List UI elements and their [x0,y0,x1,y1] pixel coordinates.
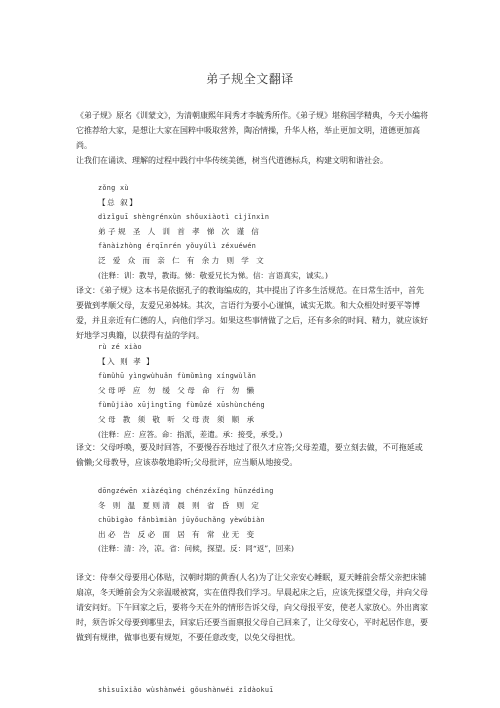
section-filial-piety [76,340,428,442]
verse-pinyin: shìsuīxiǎo wùshànwéi gǒushànwéi zǐdàokuī [98,686,274,694]
section2-head-pinyin: rù zé xiào [98,343,142,351]
section2-translation-block-2 [76,570,428,645]
verse-note: (注释：训：教导，教诲。悌：敬爱兄长为悌。信：言语真实，诚实。) [98,270,328,280]
translation-paragraph: 译文：父母呼唤，要及时回答，不要慢吞吞地过了很久才应答;父母差遣，要立刻去做，不可拖延或偷懒;父母教导，应该恭敬地聆听;父母批评，应当顺从地接受。 [76,443,423,467]
verse-text: 冬 则 温 夏则清 晨 则 省 昏 则 定 [98,500,262,510]
verse-text: 父母呼 应 勿 缓 父母 命 行 勿 懒 [98,385,257,395]
section2-verse-block-2 [76,484,428,557]
section1-head-pinyin: zǒng xù [98,184,129,192]
verse-pinyin: fànàizhòng érqīnrén yǒuyúlì zéxuéwén [98,242,257,251]
intro-block [76,108,428,168]
verse-note: (注释：清：冷，凉。省：问候，探望。反：同“返”，回来) [98,544,294,554]
section2-heading: 【入 则 孝 】 [98,356,156,366]
translation-paragraph: 译文：侍奉父母要用心体贴，汉朝时期的黄香(人名)为了让父亲安心睡眠，夏天睡前会帮父亲把床铺扇凉，冬天睡前会为父亲温暖被窝，实在值得我们学习。早晨起床之后，应该先探望父母，并向父母请安问好。下午回家之后，要将今天在外的情形告诉父母，向父母报平安，使老人家放心。外出离家时，须告诉父母要到哪里去，回家后还要当面禀报父母自己回来了，让父母安心，平时起居作息，要做到有规律，做事也要有规矩，不要任意改变，以免父母担忧。 [76,573,428,642]
verse-text: 出必 告 反必 面 居 有 常 业无 变 [98,529,257,539]
verse-pinyin: dōngzéwēn xiàzéqìng chénzéxǐng hūnzédìng [98,487,274,495]
section1-translation-block [76,283,428,343]
verse-text: 弟子规 圣 人 训 首 孝 悌 次 谨 信 [98,226,262,236]
page-title: 弟子规全文翻译 [206,72,294,86]
verse-text: 泛 爱 众 而 亲 仁 有 余力 则 学 文 [98,255,267,265]
translation-paragraph: 译文：《弟子规》这本书是依据孔子的教诲编成的，其中提出了许多生活规范。在日常生活中，首先要做到孝顺父母，友爱兄弟姊妹。其次，言语行为要小心谨慎，诚实无欺。和大众相处时要平等博爱，并且亲近有仁德的人，向他们学习。如果这些事情做了之后，还有多余的时间、精力，就应该好好地学习典籍，以获得有益的学问。 [76,286,428,340]
intro-paragraph-1: 《弟子规》原名《训蒙文》，为清朝康熙年间秀才李毓秀所作。《弟子规》堪称国学精典，今天小编将它推荐给大家，是想让大家在国粹中吸取营养，陶冶情操，升华人格，举止更加文明，道德更加高尚。 [76,111,428,150]
verse-pinyin: chūbìgào fǎnbìmiàn jūyǒuchǎng yèwúbiàn [98,516,265,525]
section1-heading: 【总 叙】 [98,197,139,207]
section2-translation-block [76,440,428,470]
section-general-preface [76,181,428,283]
verse-pinyin: fùmǔjiào xūjìngtīng fùmǔzé xūshùnchéng [98,401,265,410]
verse-text: 父母 教 须 敬 听 父母责 须 顺 承 [98,414,257,424]
intro-paragraph-2: 让我们在诵读、理解的过程中践行中华传统美德，树当代道德标兵，构建文明和谐社会。 [76,156,388,165]
verse-pinyin: fùmǔhū yìngwùhuǎn fùmǔmìng xíngwùlǎn [98,372,257,381]
verse-note: (注释：应：应答。命：指派，差遣。承：接受，承受。) [98,429,283,439]
section2-verse-block-3 [76,683,428,698]
verse-pinyin: dìzǐguī shèngrénxùn shǒuxiàotì cìjǐnxìn [98,213,270,222]
